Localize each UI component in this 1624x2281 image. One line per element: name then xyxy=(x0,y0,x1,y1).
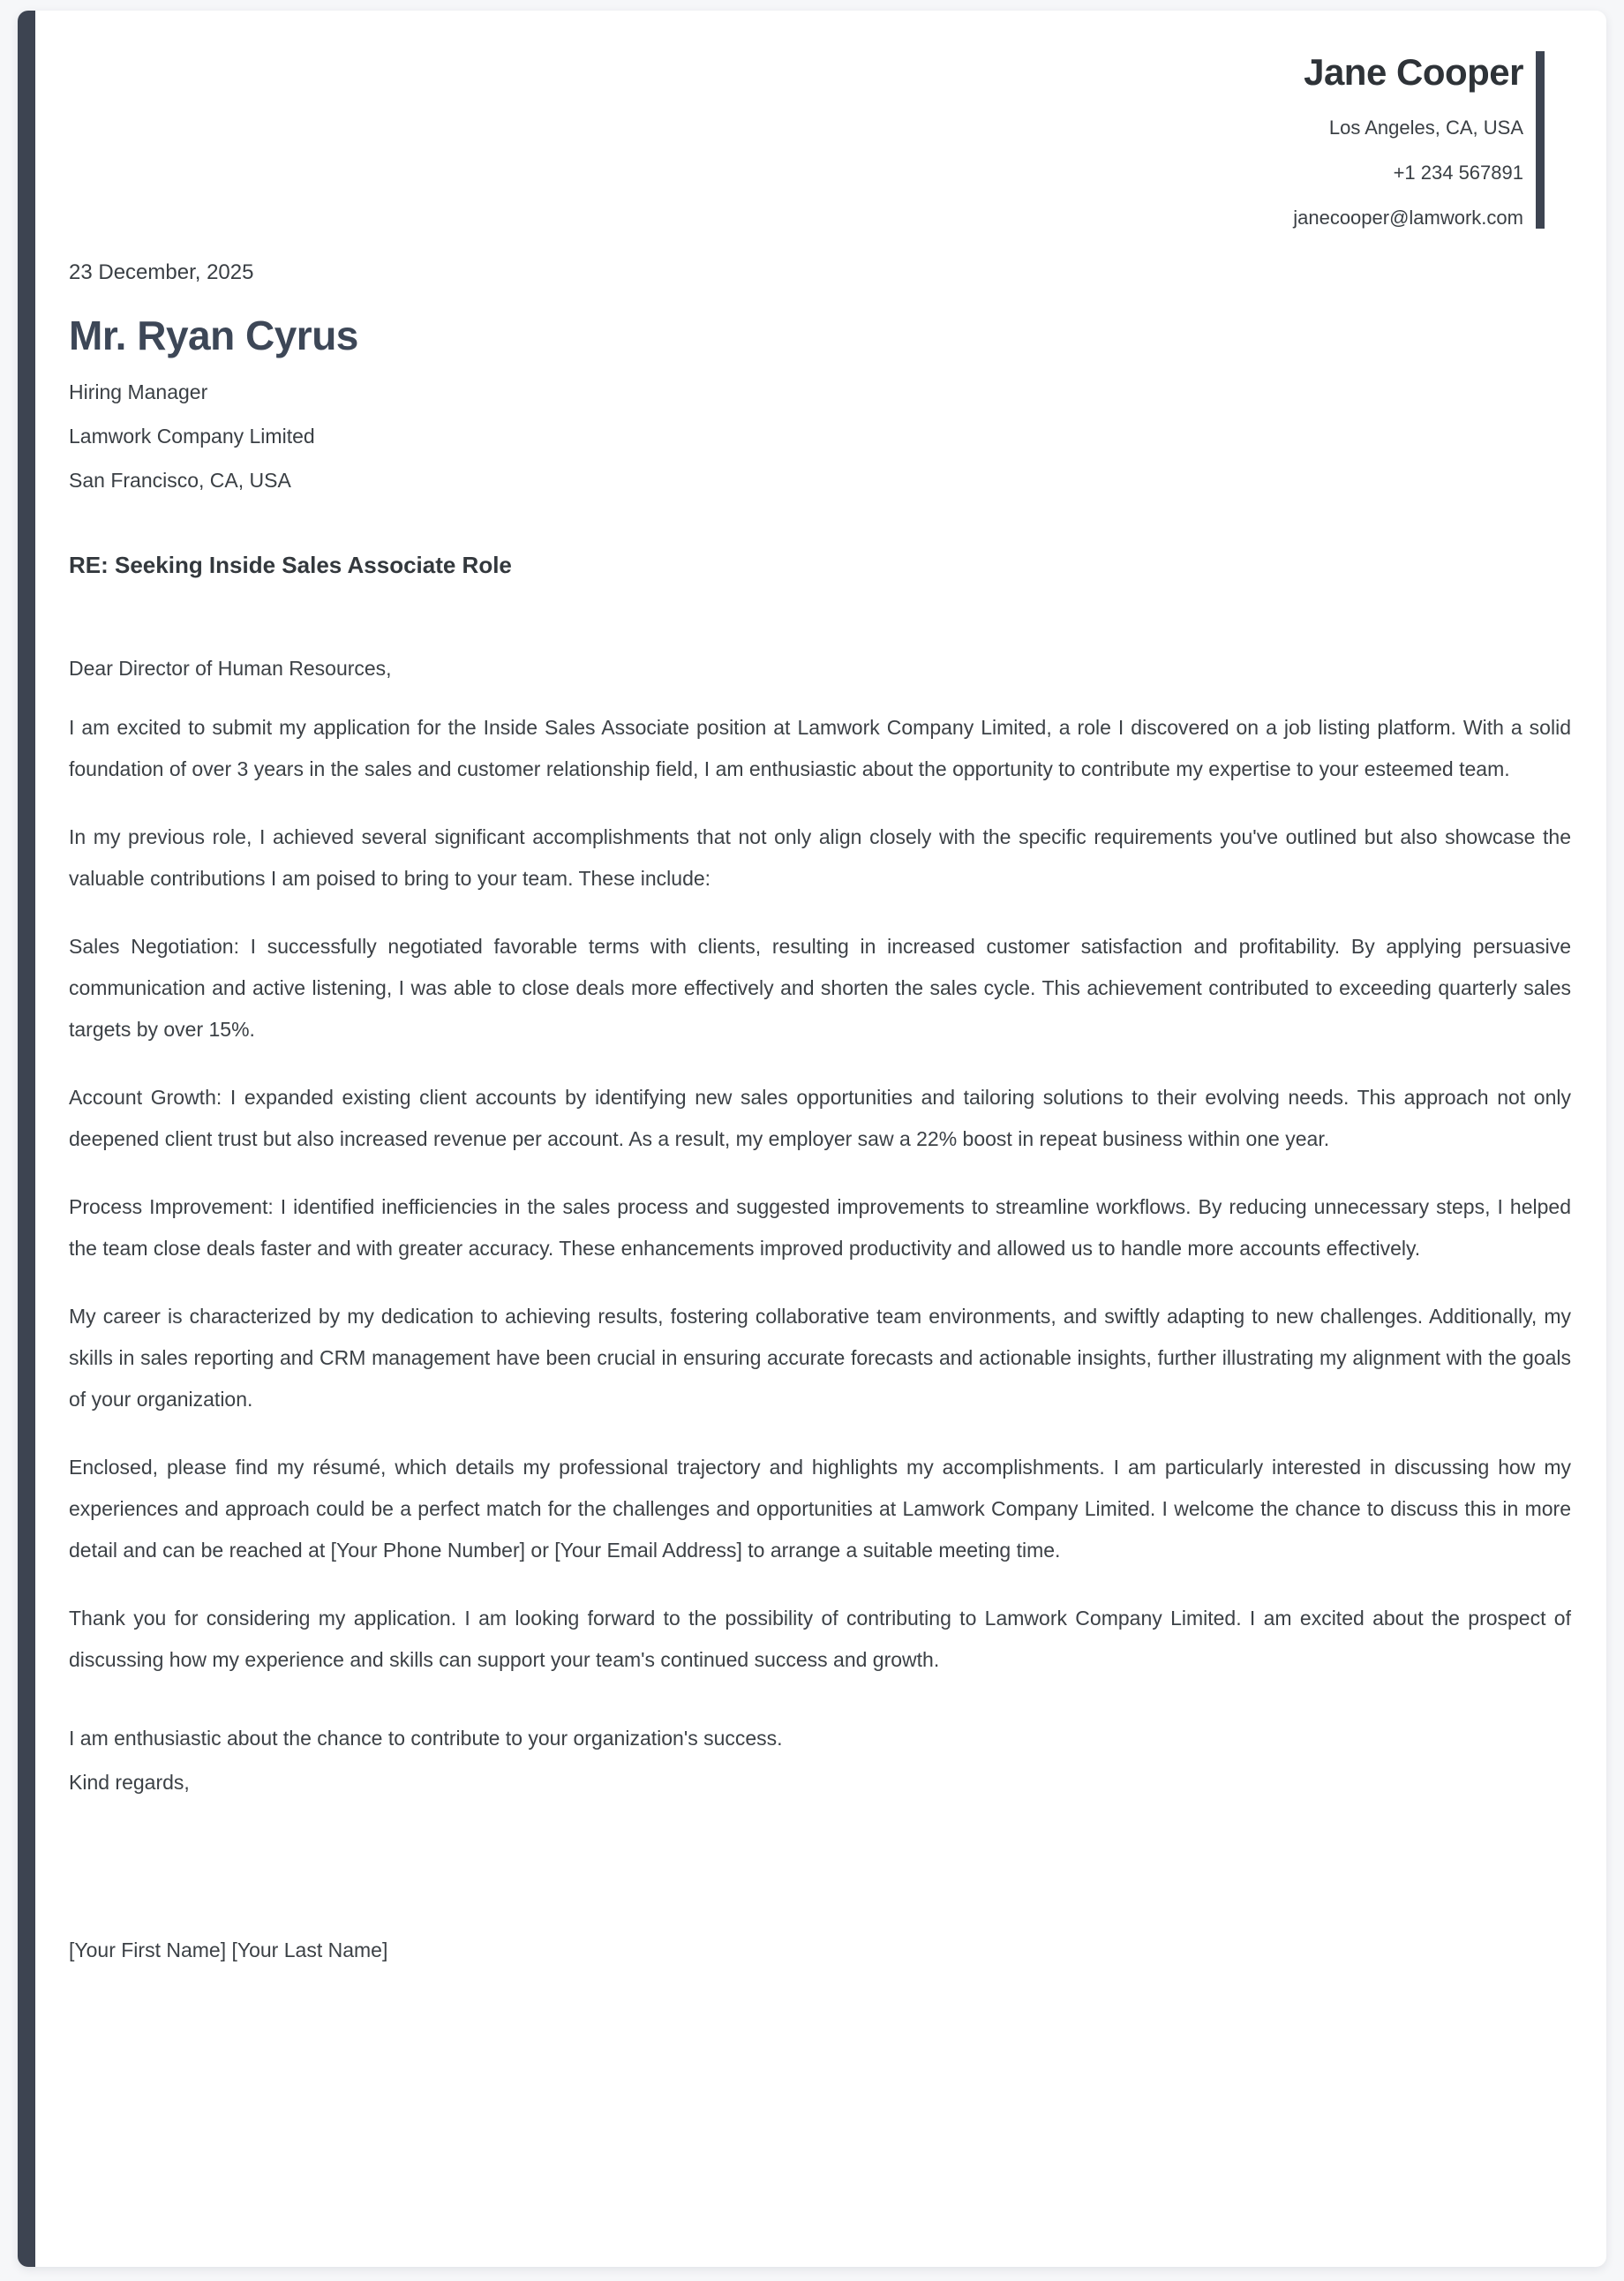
sender-email: janecooper@lamwork.com xyxy=(1293,207,1523,229)
closing-block xyxy=(69,1716,1571,1804)
letter-paragraph: Sales Negotiation: I successfully negotiated favorable terms with clients, resulting in increased customer satisfaction and profitability. By applying persuasive communication and active listening, I was able to close deals more effectively and shorten the sales cycle. This achievement contributed to exceeding quarterly sales targets by over 15%. xyxy=(69,935,1571,1041)
sender-location: Los Angeles, CA, USA xyxy=(1328,117,1523,139)
valediction: Kind regards, xyxy=(69,1771,190,1794)
sender-contact-block xyxy=(1293,51,1523,229)
letter-date: 23 December, 2025 xyxy=(69,260,254,284)
salutation: Dear Director of Human Resources, xyxy=(69,657,392,680)
sender-header xyxy=(69,11,1545,229)
sender-phone: +1 234 567891 xyxy=(1393,162,1523,184)
sender-name: Jane Cooper xyxy=(1304,51,1523,93)
recipient-company: Lamwork Company Limited xyxy=(69,425,315,448)
letter-paragraph: In my previous role, I achieved several significant accomplishments that not only align closely with the specific requirements you've outlined but also showcase the valuable contributions I am poised to bring to your team. These include: xyxy=(69,825,1571,890)
letter-page xyxy=(18,11,1606,2267)
letter-paragraph: Account Growth: I expanded existing client accounts by identifying new sales opportunities and tailoring solutions to their evolving needs. This approach not only deepened client trust but also increased revenue per account. As a result, my employer saw a 22% boost in repeat business within one year. xyxy=(69,1086,1571,1150)
closing-note: I am enthusiastic about the chance to contribute to your organization's success. xyxy=(69,1727,783,1750)
letter-paragraph: I am excited to submit my application for the Inside Sales Associate position at Lamwork Company Limited, a role I discovered on a job listing platform. With a solid foundation of over 3 years in the sales and customer relationship field, I am enthusiastic about the opportunity to contribute my expertise to your esteemed team. xyxy=(69,716,1571,780)
letter-body xyxy=(69,648,1571,1681)
recipient-title: Hiring Manager xyxy=(69,380,208,403)
header-accent-bar xyxy=(1536,51,1545,229)
letter-paragraph: Thank you for considering my application. I am looking forward to the possibility of contributing to Lamwork Company Limited. I am excited about the prospect of discussing how my experience and skills can support your team's continued success and growth. xyxy=(69,1607,1571,1671)
letter-paragraph: Enclosed, please find my résumé, which details my professional trajectory and highlights my accomplishments. I am particularly interested in discussing how my experiences and approach could be a perfect match for the challenges and opportunities at Lamwork Company Limited. I welcome the chance to discuss this in more detail and can be reached at [Your Phone Number] or [Your Email Address] to arrange a suitable meeting time. xyxy=(69,1456,1571,1562)
letter-paragraph: Process Improvement: I identified inefficiencies in the sales process and suggested improvements to streamline workflows. By reducing unnecessary steps, I helped the team close deals faster and with greater accuracy. These enhancements improved productivity and allowed us to handle more accounts effectively. xyxy=(69,1195,1571,1260)
recipient-name: Mr. Ryan Cyrus xyxy=(69,312,358,358)
letter-paragraph: My career is characterized by my dedication to achieving results, fostering collaborative team environments, and swiftly adapting to new challenges. Additionally, my skills in sales reporting and CRM management have been crucial in ensuring accurate forecasts and actionable insights, further illustrating my alignment with the goals of your organization. xyxy=(69,1305,1571,1411)
letter-content xyxy=(35,11,1606,1961)
signature-placeholder: [Your First Name] [Your Last Name] xyxy=(69,1938,388,1961)
subject-line: RE: Seeking Inside Sales Associate Role xyxy=(69,552,512,578)
recipient-location: San Francisco, CA, USA xyxy=(69,469,291,492)
